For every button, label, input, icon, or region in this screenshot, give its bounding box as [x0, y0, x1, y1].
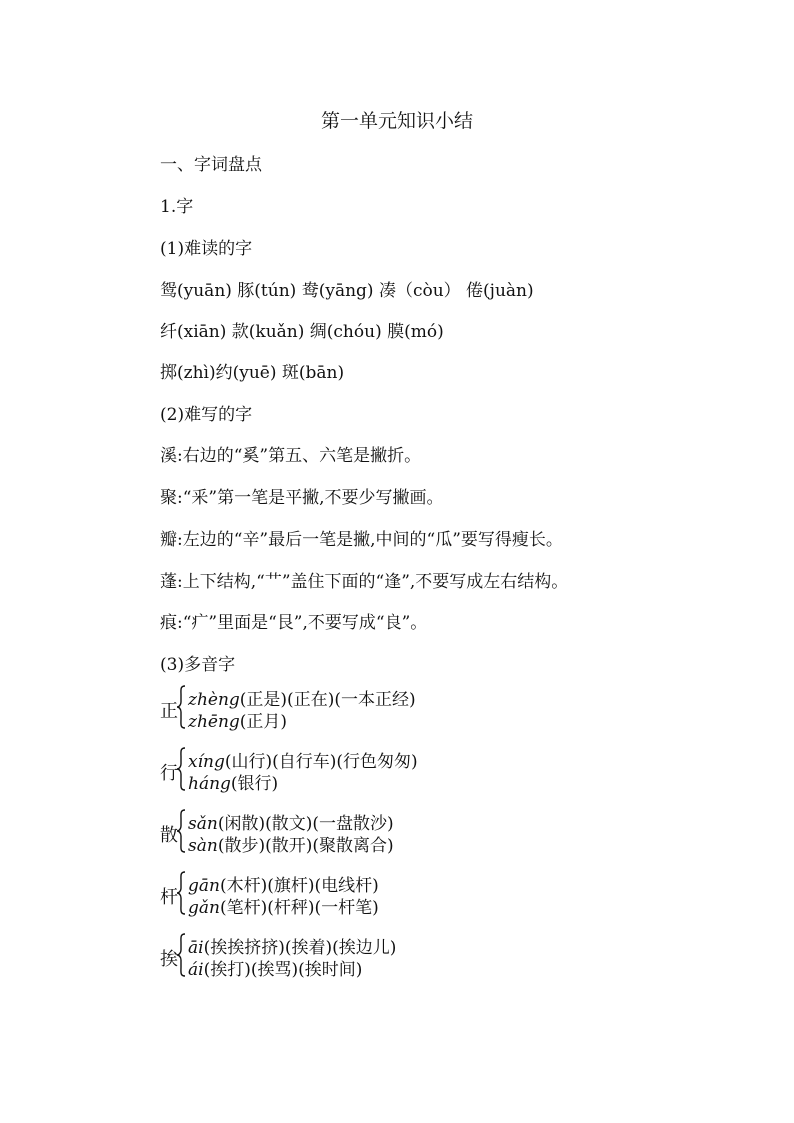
polyphone-char: 挨 — [160, 949, 178, 970]
reading-row — [188, 893, 379, 918]
pinyin: sàn — [188, 836, 218, 856]
polyphone-char: 散 — [160, 825, 178, 846]
example-words: (银行) — [230, 774, 279, 794]
brace-icon — [176, 871, 186, 915]
pinyin: āi — [188, 938, 204, 958]
hard-write-heading: (2)难写的字 — [160, 405, 253, 425]
hard-read-line: 纤(xiān) 款(kuǎn) 绸(chóu) 膜(mó) — [160, 322, 444, 342]
reading-row — [188, 769, 278, 794]
example-words: (山行)(自行车)(行色匆匆) — [224, 752, 418, 772]
hard-write-line: 痕:“疒”里面是“艮”,不要写成“良”。 — [160, 613, 428, 633]
polyphone-char: 杆 — [160, 887, 178, 908]
reading-row — [188, 955, 362, 980]
pinyin: gǎn — [188, 898, 220, 918]
brace-icon — [176, 747, 186, 791]
pinyin: háng — [188, 774, 231, 794]
pinyin: gān — [188, 876, 220, 896]
example-words: (挨挨挤挤)(挨着)(挨边儿) — [203, 938, 397, 958]
brace-icon — [176, 685, 186, 729]
hard-write-line: 蓬:上下结构,“艹”盖住下面的“逢”,不要写成左右结构。 — [160, 572, 569, 592]
pinyin: zhēng — [188, 712, 240, 732]
polyphone-char: 行 — [160, 763, 178, 784]
subheading-characters: 1.字 — [160, 197, 194, 217]
hard-read-line: 鸳(yuān) 豚(tún) 鸯(yāng) 凑（còu） 倦(juàn) — [160, 281, 534, 301]
brace-icon — [176, 809, 186, 853]
reading-row — [188, 707, 287, 732]
example-words: (木杆)(旗杆)(电线杆) — [219, 876, 379, 896]
pinyin: ái — [188, 960, 204, 980]
pinyin: sǎn — [188, 814, 218, 834]
example-words: (闲散)(散文)(一盘散沙) — [217, 814, 394, 834]
example-words: (笔杆)(杆秤)(一杆笔) — [219, 898, 379, 918]
page-title: 第一单元知识小结 — [320, 110, 473, 132]
pinyin: zhèng — [188, 690, 240, 710]
brace-icon — [176, 933, 186, 977]
pinyin: xíng — [188, 752, 225, 772]
section-heading-words: 一、字词盘点 — [160, 155, 262, 175]
example-words: (散步)(散开)(聚散离合) — [217, 836, 394, 856]
hard-read-heading: (1)难读的字 — [160, 239, 253, 259]
example-words: (正月) — [239, 712, 288, 732]
polyphone-char: 正 — [160, 701, 178, 722]
reading-row — [188, 831, 394, 856]
hard-write-line: 瓣:左边的“辛”最后一笔是撇,中间的“瓜”要写得瘦长。 — [160, 530, 563, 550]
example-words: (挨打)(挨骂)(挨时间) — [203, 960, 363, 980]
hard-write-line: 溪:右边的“奚”第五、六笔是撇折。 — [160, 446, 422, 466]
polyphone-heading: (3)多音字 — [160, 655, 236, 675]
hard-read-line: 掷(zhì)约(yuē) 斑(bān) — [160, 363, 345, 383]
example-words: (正是)(正在)(一本正经) — [239, 690, 416, 710]
hard-write-line: 聚:“釆”第一笔是平撇,不要少写撇画。 — [160, 488, 444, 508]
